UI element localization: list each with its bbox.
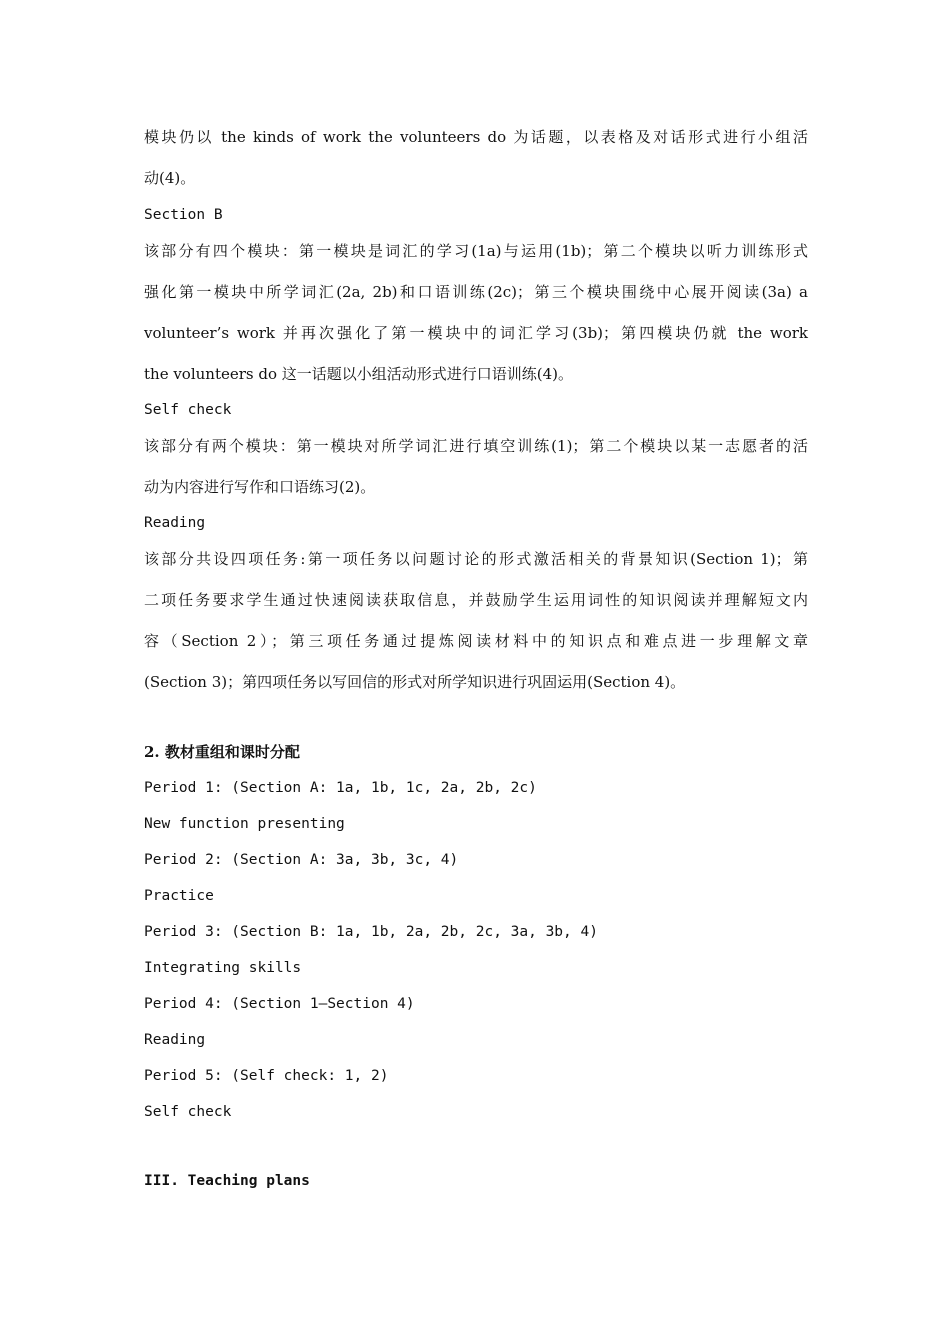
period-5: Period 5: (Self check: 1, 2) <box>144 1068 389 1084</box>
section-b-line-4: the volunteers do 这一话题以小组活动形式进行口语训练(4)。 <box>144 365 574 383</box>
self-check-line-1: 该部分有两个模块：第一模块对所学词汇进行填空训练(1)；第二个模块以某一志愿者的活 <box>144 437 808 455</box>
section-b-line-3: volunteer’s work 并再次强化了第一模块中的词汇学习(3b)；第四模块仍就 the work <box>144 324 808 342</box>
reading-line-3: 容（Section 2）；第三项任务通过提炼阅读材料中的知识点和难点进一步理解文章 <box>144 632 808 650</box>
reorg-heading: 2. 教材重组和课时分配 <box>144 743 300 761</box>
self-check-heading: Self check <box>144 402 232 418</box>
reading-line-4: (Section 3)；第四项任务以写回信的形式对所学知识进行巩固运用(Section 4)。 <box>144 673 686 691</box>
reading-line-1: 该部分共设四项任务:第一项任务以问题讨论的形式激活相关的背景知识(Section 1)；第 <box>144 550 808 568</box>
section-b-line-2: 强化第一模块中所学词汇(2a, 2b)和口语训练(2c)；第三个模块围绕中心展开阅读(3a) a <box>144 283 808 301</box>
section-a-tail-line-1: 模块仍以 the kinds of work the volunteers do 为话题，以表格及对话形式进行小组活 <box>144 128 808 146</box>
reading-line-2: 二项任务要求学生通过快速阅读获取信息，并鼓励学生运用词性的知识阅读并理解短文内 <box>144 591 808 609</box>
period-3-focus: Integrating skills <box>144 960 302 976</box>
period-4: Period 4: (Section 1—Section 4) <box>144 996 415 1012</box>
period-2-focus: Practice <box>144 888 214 904</box>
teaching-plans-heading: III. Teaching plans <box>144 1173 310 1189</box>
section-b-line-1: 该部分有四个模块：第一模块是词汇的学习(1a)与运用(1b)；第二个模块以听力训练形式 <box>144 242 808 260</box>
section-b-heading: Section B <box>144 207 223 223</box>
period-3: Period 3: (Section B: 1a, 1b, 2a, 2b, 2c, 3a, 3b, 4) <box>144 924 598 940</box>
period-2: Period 2: (Section A: 3a, 3b, 3c, 4) <box>144 852 459 868</box>
self-check-line-2: 动为内容进行写作和口语练习(2)。 <box>144 478 376 496</box>
section-a-tail-line-2: 动(4)。 <box>144 169 196 187</box>
period-5-focus: Self check <box>144 1104 232 1120</box>
period-1: Period 1: (Section A: 1a, 1b, 1c, 2a, 2b, 2c) <box>144 780 537 796</box>
period-4-focus: Reading <box>144 1032 206 1048</box>
period-1-focus: New function presenting <box>144 816 345 832</box>
reading-heading: Reading <box>144 515 206 531</box>
